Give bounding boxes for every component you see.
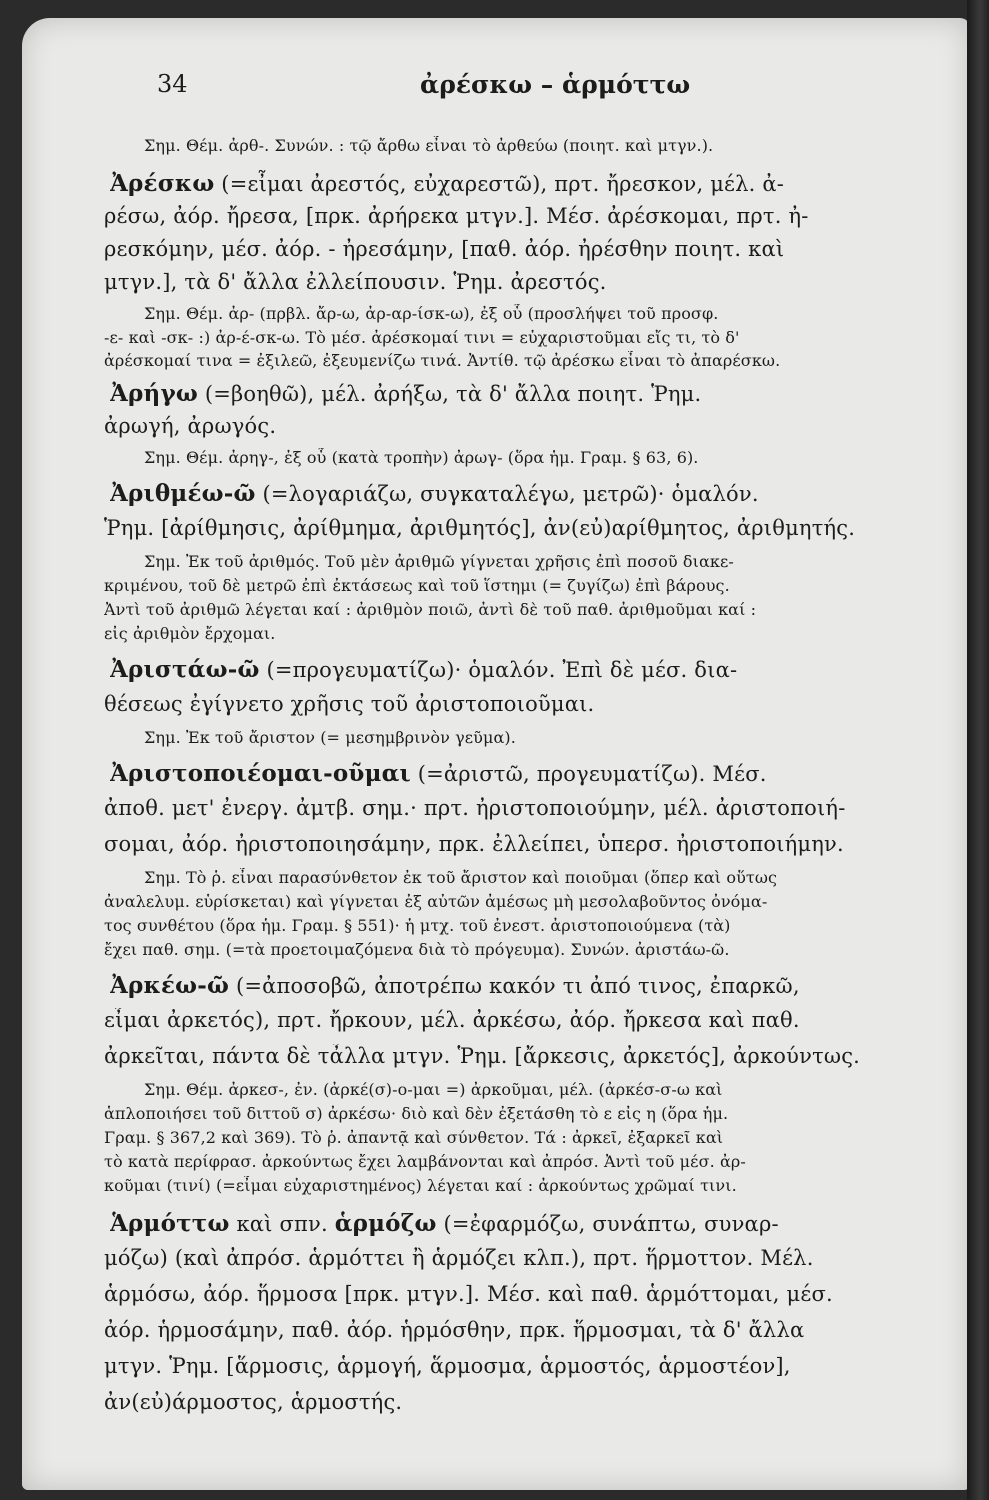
page-number: 34 (157, 70, 188, 98)
note-line: Σημ. Θέμ. ἀρθ-. Συνών. : τῷ ἄρθω εἶναι τὸ ἀρθεύω (ποιητ. καὶ μτγν.). (144, 136, 714, 155)
note-line: Σημ. Ἐκ τοῦ ἀριθμός. Τοῦ μὲν ἀριθμῶ γίγνεται χρῆσις ἐπὶ ποσοῦ διακε- (144, 552, 734, 571)
entry-arithmeo-line-2: Ῥημ. [ἀρίθμησις, ἀρίθμημα, ἀριθμητός], ἀν(εὐ)αρίθμητος, ἀριθμητής. (104, 516, 856, 540)
headword-arkeo: Ἀρκέω-ῶ (110, 972, 230, 999)
entry-harmotto-line-6: ἀν(εὐ)άρμοστος, ἁρμοστής. (104, 1390, 403, 1414)
entry-aristopoieomai-line-3: σομαι, ἀόρ. ἠριστοποιησάμην, πρκ. ἐλλείπει, ὑπερσ. ἠριστοποιήμην. (104, 832, 844, 856)
headword-aresko: Ἀρέσκω (110, 170, 215, 197)
entry-arkeo-line-3: ἀρκεῖται, πάντα δὲ τἆλλα μτγν. Ῥημ. [ἄρκεσις, ἀρκετός], ἀρκούντως. (104, 1044, 861, 1068)
entry-aristopoieomai-line-1: Ἀριστοποιέομαι-οῦμαι (=ἀριστῶ, προγευματίζω). Μέσ. (110, 760, 767, 787)
headword-arego: Ἀρήγω (110, 380, 198, 407)
note-line: τος συνθέτου (ὅρα ἡμ. Γραμ. § 551)· ἡ μτχ. τοῦ ἐνεστ. ἀριστοποιούμενα (τὰ) (104, 916, 731, 935)
entry-aresko-line-4: μτγν.], τὰ δ' ἄλλα ἐλλείπουσιν. Ῥημ. ἀρεστός. (104, 270, 607, 294)
dictionary-page (22, 18, 970, 1490)
note-line: κριμένου, τοῦ δὲ μετρῶ ἐπὶ ἐκτάσεως καὶ τοῦ ἵστημι (= ζυγίζω) ἐπὶ βάρους. (104, 576, 730, 595)
entry-aristopoieomai-line-2: ἀποθ. μετ' ἐνεργ. ἀμτβ. σημ.· πρτ. ἠριστοποιούμην, μέλ. ἀριστοποιή- (104, 796, 846, 820)
note-line: -ε- καὶ -σκ- :) ἀρ-έ-σκ-ω. Τὸ μέσ. ἀρέσκομαί τινι = εὐχαριστοῦμαι εἴς τι, τὸ δ' (104, 328, 740, 347)
entry-aristao-line-2: θέσεως ἐγίγνετο χρῆσις τοῦ ἀριστοποιοῦμαι. (104, 692, 595, 716)
headword-harmotto: Ἁρμόττω (110, 1210, 230, 1237)
note-line: Σημ. Θέμ. ἀρηγ-, ἐξ οὗ (κατὰ τροπὴν) ἀρωγ- (ὅρα ἡμ. Γραμ. § 63, 6). (144, 448, 699, 467)
note-line: Σημ. Θέμ. ἀρ- (πρβλ. ἄρ-ω, ἀρ-αρ-ίσκ-ω), ἐξ οὗ (προσλήψει τοῦ προσφ. (144, 304, 719, 323)
note-line: ἁπλοποιήσει τοῦ διττοῦ σ) ἀρκέσω· διὸ καὶ δὲν ἐξετάσθη τὸ ε εἰς η (ὅρα ἡμ. (104, 1104, 729, 1123)
note-line: ἀναλελυμ. εὑρίσκεται) καὶ γίγνεται ἐξ αὐτῶν ἀμέσως μὴ μεσολαβοῦντος ὀνόμα- (104, 892, 768, 911)
note-line: Σημ. Θέμ. ἀρκεσ-, ἐν. (ἀρκέ(σ)-ο-μαι =) ἀρκοῦμαι, μέλ. (ἀρκέσ-σ-ω καὶ (144, 1080, 723, 1099)
note-line: Σημ. Τὸ ῥ. εἶναι παρασύνθετον ἐκ τοῦ ἄριστον καὶ ποιοῦμαι (ὅπερ καὶ οὕτως (144, 868, 778, 887)
entry-arkeo-line-1: Ἀρκέω-ῶ (=ἀποσοβῶ, ἀποτρέπω κακόν τι ἀπό τινος, ἐπαρκῶ, (110, 972, 800, 999)
entry-harmotto-line-5: μτγν. Ῥημ. [ἅρμοσις, ἁρμογή, ἅρμοσμα, ἁρμοστός, ἁρμοστέον], (104, 1354, 791, 1378)
note-line: τὸ κατὰ περίφρασ. ἀρκούντως ἔχει λαμβάνονται καὶ ἀπρόσ. Ἀντὶ τοῦ μέσ. ἀρ- (104, 1152, 746, 1171)
entry-harmotto-line-3: ἁρμόσω, ἀόρ. ἥρμοσα [πρκ. μτγν.]. Μέσ. καὶ παθ. ἁρμόττομαι, μέσ. (104, 1282, 833, 1306)
note-line: Γραμ. § 367,2 καὶ 369). Τὸ ῥ. ἀπαντᾷ καὶ σύνθετον. Τά : ἀρκεῖ, ἐξαρκεῖ καὶ (104, 1128, 724, 1147)
entry-aresko-line-1: Ἀρέσκω (=εἶμαι ἀρεστός, εὐχαρεστῶ), πρτ. ἤρεσκον, μέλ. ἀ- (110, 170, 785, 197)
headword-arithmeo: Ἀριθμέω-ῶ (110, 480, 256, 507)
entry-arego-line-2: ἀρωγή, ἀρωγός. (104, 414, 277, 438)
note-line: Ἀντὶ τοῦ ἀριθμῶ λέγεται καί : ἀριθμὸν ποιῶ, ἀντὶ δὲ τοῦ παθ. ἀριθμοῦμαι καί : (104, 600, 757, 619)
note-line: κοῦμαι (τινί) (=εἶμαι εὐχαριστημένος) λέγεται καί : ἀρκούντως χρῶμαί τινι. (104, 1176, 737, 1195)
entry-harmotto-line-4: ἀόρ. ἡρμοσάμην, παθ. ἀόρ. ἡρμόσθην, πρκ. ἥρμοσμαι, τὰ δ' ἄλλα (104, 1318, 805, 1342)
headword-aristao: Ἀριστάω-ῶ (110, 656, 260, 683)
running-head: ἀρέσκω – ἁρμόττω (420, 70, 691, 99)
note-line: Σημ. Ἐκ τοῦ ἄριστον (= μεσημβρινὸν γεῦμα). (144, 728, 516, 747)
book-gutter (967, 0, 989, 1500)
entry-harmotto-line-1: Ἁρμόττω καὶ σπν. ἁρμόζω (=ἐφαρμόζω, συνάπτω, συναρ- (110, 1210, 779, 1237)
entry-aristao-line-1: Ἀριστάω-ῶ (=προγευματίζω)· ὁμαλόν. Ἐπὶ δὲ μέσ. δια- (110, 656, 738, 683)
entry-arkeo-line-2: εἶμαι ἀρκετός), πρτ. ἤρκουν, μέλ. ἀρκέσω, ἀόρ. ἤρκεσα καὶ παθ. (104, 1008, 800, 1032)
entry-harmotto-line-2: μόζω) (καὶ ἀπρόσ. ἁρμόττει ἢ ἁρμόζει κλπ.), πρτ. ἥρμοττον. Μέλ. (104, 1246, 814, 1270)
note-line: ἀρέσκομαί τινα = ἐξιλεῶ, ἐξευμενίζω τινά. Ἀντίθ. τῷ ἀρέσκω εἶναι τὸ ἀπαρέσκω. (104, 351, 781, 370)
note-line: ἔχει παθ. σημ. (=τὰ προετοιμαζόμενα διὰ τὸ πρόγευμα). Συνών. ἀριστάω-ῶ. (104, 940, 730, 959)
note-line: εἰς ἀριθμὸν ἔρχομαι. (104, 624, 276, 643)
entry-aresko-line-3: ρεσκόμην, μέσ. ἀόρ. - ἠρεσάμην, [παθ. ἀόρ. ἠρέσθην ποιητ. καὶ (104, 237, 785, 261)
headword-aristopoieomai: Ἀριστοποιέομαι-οῦμαι (110, 760, 411, 787)
entry-aresko-line-2: ρέσω, ἀόρ. ἤρεσα, [πρκ. ἀρήρεκα μτγν.]. Μέσ. ἀρέσκομαι, πρτ. ἠ- (104, 204, 809, 228)
headword-harmozo: ἁρμόζω (334, 1210, 437, 1237)
entry-arithmeo-line-1: Ἀριθμέω-ῶ (=λογαριάζω, συγκαταλέγω, μετρῶ)· ὁμαλόν. (110, 480, 759, 507)
entry-arego-line-1: Ἀρήγω (=βοηθῶ), μέλ. ἀρήξω, τὰ δ' ἄλλα ποιητ. Ῥημ. (110, 380, 702, 407)
